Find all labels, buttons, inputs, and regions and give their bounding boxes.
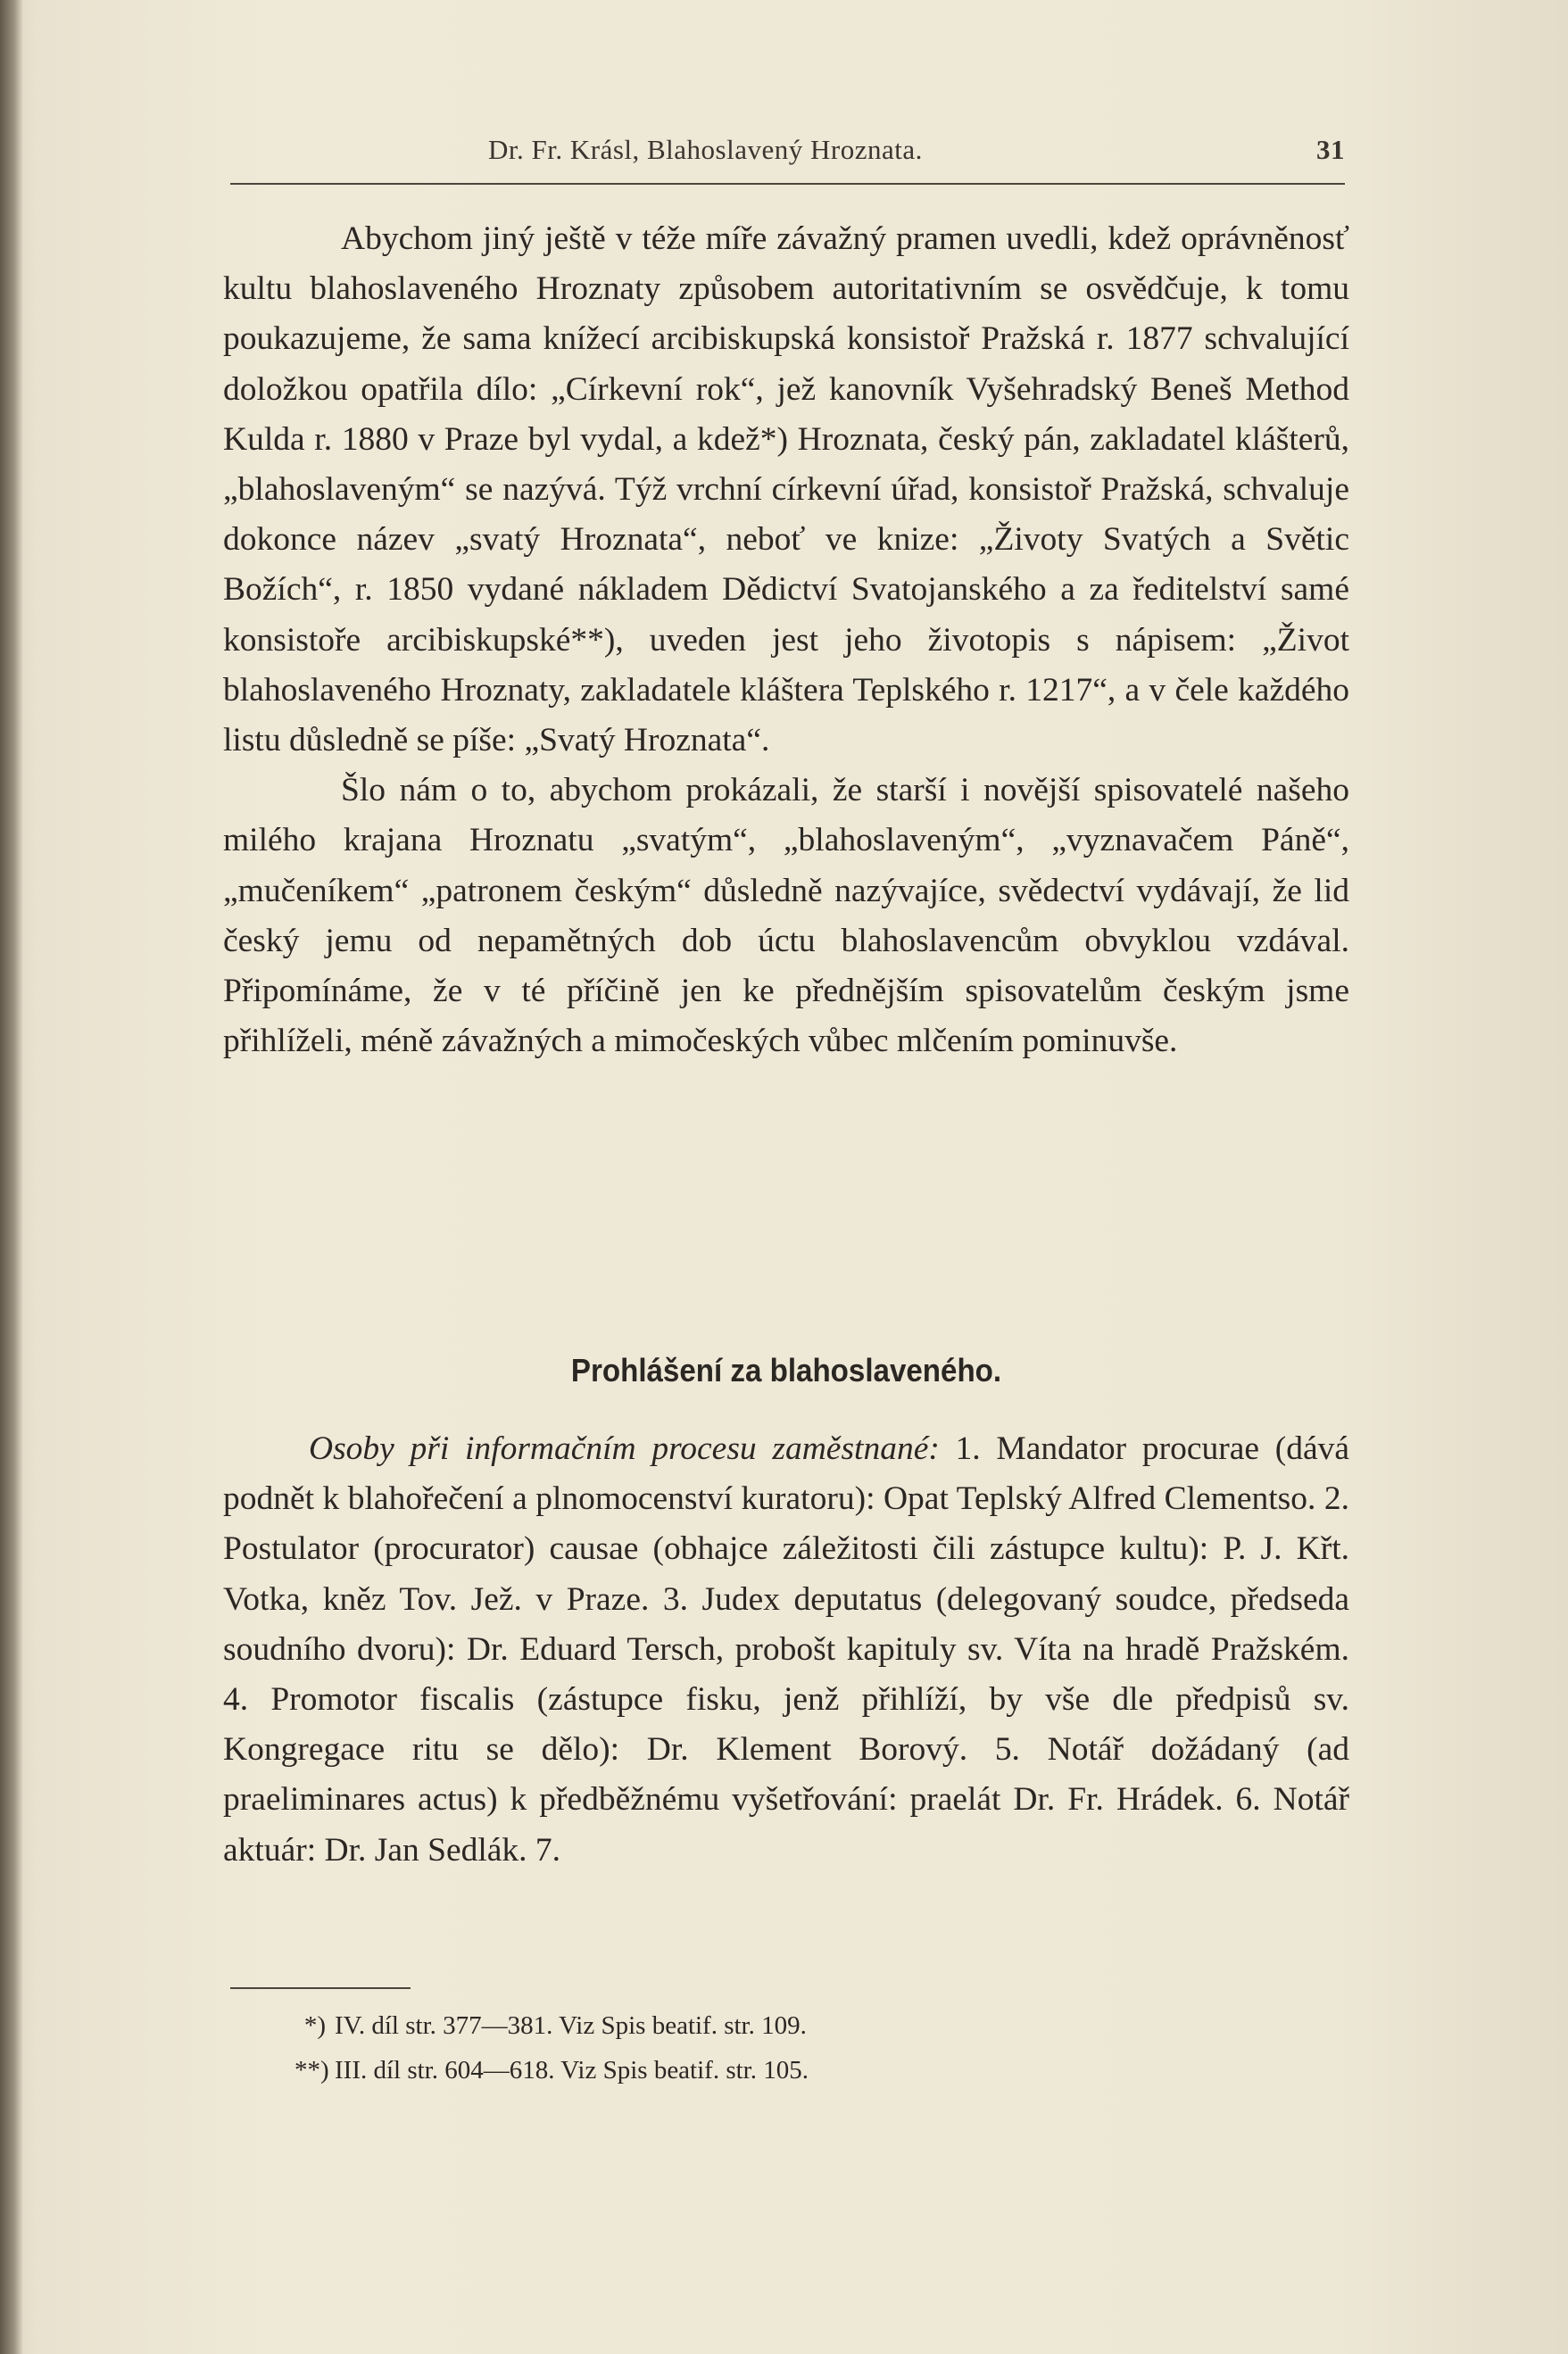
body-text (223, 214, 1349, 1066)
footnote-text: III. díl str. 604—618. Viz Spis beatif. str. 105. (335, 2056, 809, 2085)
book-binding-edge (0, 0, 23, 2354)
section-body (223, 1424, 1349, 1876)
footnote (295, 2003, 1276, 2048)
footnote-mark: **) (295, 2056, 329, 2085)
footnote (295, 2048, 1276, 2093)
paragraph-1: Abychom jiný ještě v téže míře závažný pramen uvedli, kdež oprávněnosť kultu blahoslaveného Hroznaty způsobem autoritativním se osvědčuje, k tomu poukazujeme, že sama knížecí arcibiskupská konsistoř Pražská r. 1877 schvalující doložkou opatřila dílo: „Církevní rok“, jež kanovník Vyšehradský Beneš Method Kulda r. 1880 v Praze byl vydal, a kdež*) Hroznata, český pán, zakladatel klášterů, „blahoslaveným“ se nazývá. Týž vrchní církevní úřad, konsistoř Pražská, schvaluje dokonce název „svatý Hroznata“, neboť ve knize: „Životy Svatých a Světic Božích“, r. 1850 vydané nákladem Dědictví Svatojanského a za ředitelství samé konsistoře arcibiskupské**), uveden jest jeho životopis s nápisem: „Život blahoslaveného Hroznaty, zakladatele kláštera Teplského r. 1217“, a v čele každého listu důsledně se píše: „Svatý Hroznata“. (223, 220, 1349, 759)
section-paragraph (223, 1424, 1349, 1876)
section-text: 1. Mandator procurae (dává podnět k blahořečení a plnomocenství kuratoru): Opat Teplský Alfred Clementso. 2. Postulator (procurator) causae (obhajce záležitosti čili zástupce kultu): P. J. Křt. Votka, kněz Tov. Jež. v Praze. 3. Judex deputatus (delegovaný soudce, předseda soudního dvoru): Dr. Eduard Tersch, probošt kapituly sv. Víta na hradě Pražském. 4. Promotor fiscalis (zástupce fisku, jenž přihlíží, by vše dle předpisů sv. Kongregace ritu se dělo): Dr. Klement Borový. 5. Notář dožádaný (ad praeliminares actus) k předběžnému vyšetřování: praelát Dr. Fr. Hrádek. 6. Notář aktuár: Dr. Jan Sedlák. 7. (223, 1430, 1349, 1869)
paragraph-2: Šlo nám o to, abychom prokázali, že starší i novější spisovatelé našeho milého krajana Hroznatu „svatým“, „blahoslaveným“, „vyznavačem Páně“, „mučeníkem“ „patronem českým“ důsledně nazývajíce, svědectví vydávají, že lid český jemu od nepamětných dob úctu blahoslavencům obvyklou vzdával. Připomínáme, že v té příčině jen ke přednějším spisovatelům českým jsme přihlíželi, méně závažných a mimočeských vůbec mlčením pominuvše. (223, 772, 1349, 1060)
footnote-text: IV. díl str. 377—381. Viz Spis beatif. str. 109. (335, 2011, 807, 2040)
footnote-rule (230, 1987, 411, 1989)
footnote-mark: *) (303, 2011, 326, 2040)
section-lead-italic: Osoby při informačním procesu zaměstnané: (309, 1430, 940, 1467)
header-title: Blahoslavený Hroznata. (647, 134, 923, 165)
header-author: Dr. Fr. Krásl, (488, 134, 640, 165)
section-heading: Prohlášení za blahoslaveného. (570, 1352, 1002, 1388)
header-rule (230, 183, 1345, 185)
footnotes (295, 2003, 1276, 2093)
running-head-title (488, 134, 923, 166)
page-number: 31 (1316, 134, 1345, 165)
